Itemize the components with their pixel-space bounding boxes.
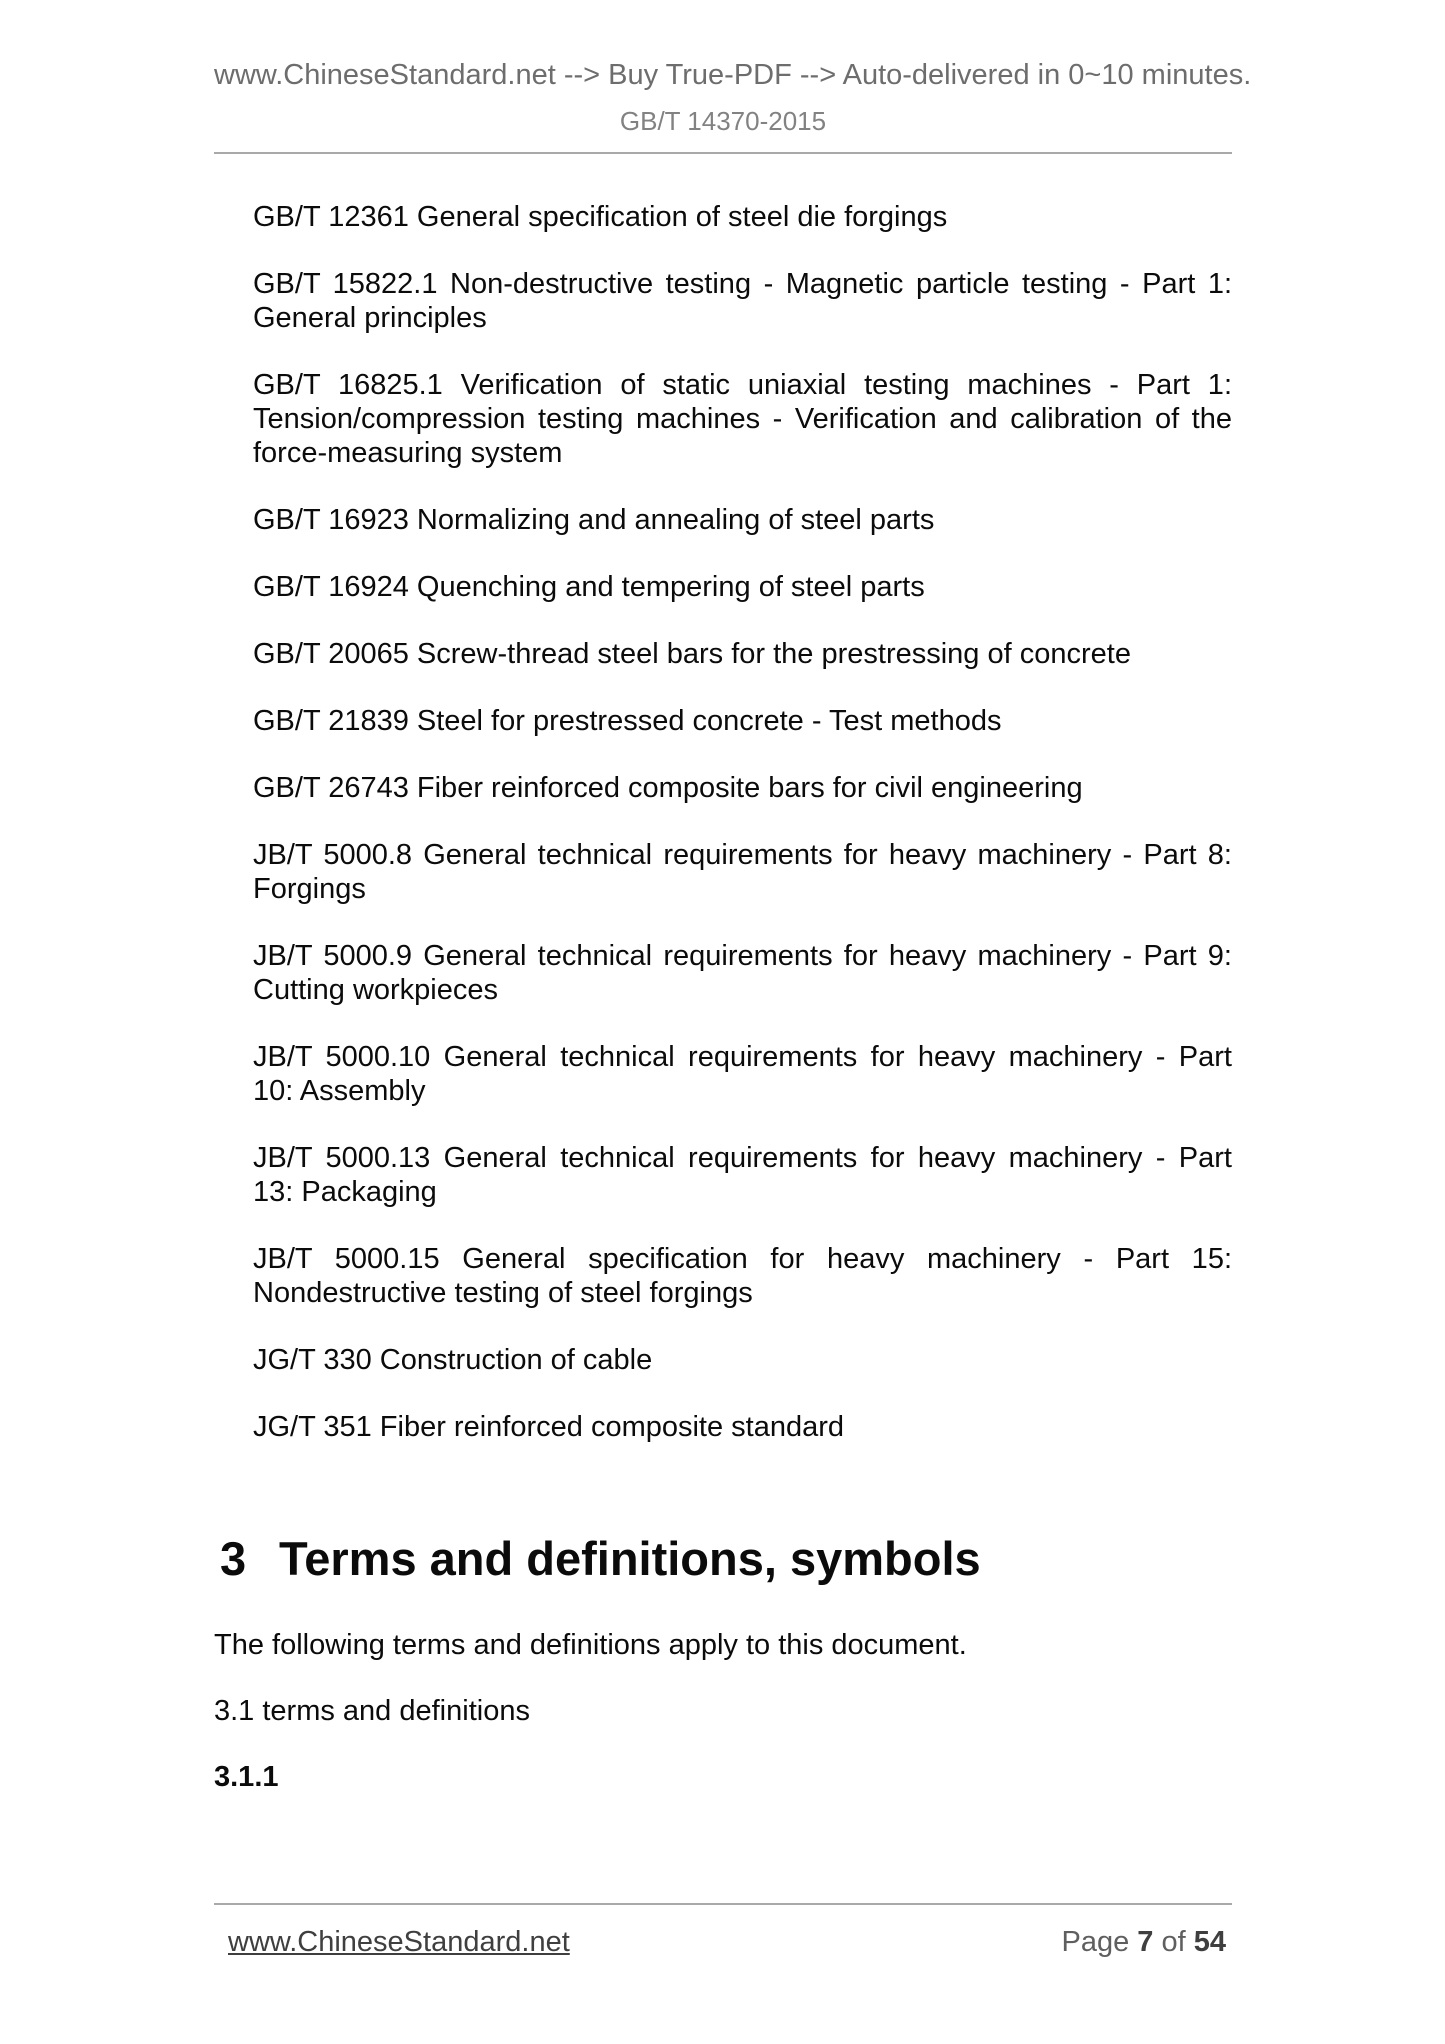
of-word: of	[1161, 1926, 1186, 1958]
intro-paragraph: The following terms and definitions apply to this document.	[214, 1629, 967, 1661]
reference-item: GB/T 12361 General specification of steel die forgings	[253, 201, 948, 233]
section-heading	[214, 1531, 1232, 1587]
reference-item: GB/T 21839 Steel for prestressed concrete - Test methods	[253, 705, 1002, 737]
reference-item: GB/T 16924 Quenching and tempering of steel parts	[253, 571, 925, 603]
clause-number: 3.1.1	[214, 1761, 279, 1793]
footer-divider-line	[214, 1903, 1232, 1905]
footer-site-link[interactable]: www.ChineseStandard.net	[228, 1926, 570, 1958]
reference-item: JG/T 330 Construction of cable	[253, 1344, 653, 1376]
reference-item: JB/T 5000.10 General technical requirements for heavy machinery - Part 10: Assembly	[253, 1041, 1232, 1107]
page-word: Page	[1061, 1926, 1130, 1958]
reference-item: GB/T 16825.1 Verification of static uniaxial testing machines - Part 1: Tension/compression testing machines - Verification and calibration of the force-measuring system	[253, 369, 1232, 469]
reference-item: GB/T 20065 Screw-thread steel bars for the prestressing of concrete	[253, 638, 1131, 670]
reference-item: JB/T 5000.15 General specification for heavy machinery - Part 15: Nondestructive testing of steel forgings	[253, 1243, 1232, 1309]
reference-item: GB/T 26743 Fiber reinforced composite bars for civil engineering	[253, 772, 1083, 804]
subsection-label: 3.1 terms and definitions	[214, 1695, 530, 1727]
page-number: 7	[1137, 1926, 1154, 1958]
reference-item: JB/T 5000.13 General technical requirements for heavy machinery - Part 13: Packaging	[253, 1142, 1232, 1208]
page-total: 54	[1193, 1926, 1226, 1958]
reference-item: GB/T 16923 Normalizing and annealing of steel parts	[253, 504, 935, 536]
reference-item: JB/T 5000.8 General technical requirements for heavy machinery - Part 8: Forgings	[253, 839, 1232, 905]
standard-number-header: GB/T 14370-2015	[619, 106, 827, 136]
header-divider-line	[214, 152, 1232, 154]
reference-item: GB/T 15822.1 Non-destructive testing - Magnetic particle testing - Part 1: General principles	[253, 268, 1232, 334]
page-content	[214, 58, 1252, 1959]
reference-item: JG/T 351 Fiber reinforced composite standard	[253, 1411, 845, 1443]
reference-item: JB/T 5000.9 General technical requirements for heavy machinery - Part 9: Cutting workpieces	[253, 940, 1232, 1006]
page-indicator	[1061, 1925, 1232, 1959]
site-header-banner: www.ChineseStandard.net --> Buy True-PDF --> Auto-delivered in 0~10 minutes.	[214, 59, 1252, 91]
section-title: Terms and definitions, symbols	[279, 1532, 981, 1585]
section-number: 3	[220, 1532, 247, 1585]
page-footer	[214, 1925, 1232, 1959]
